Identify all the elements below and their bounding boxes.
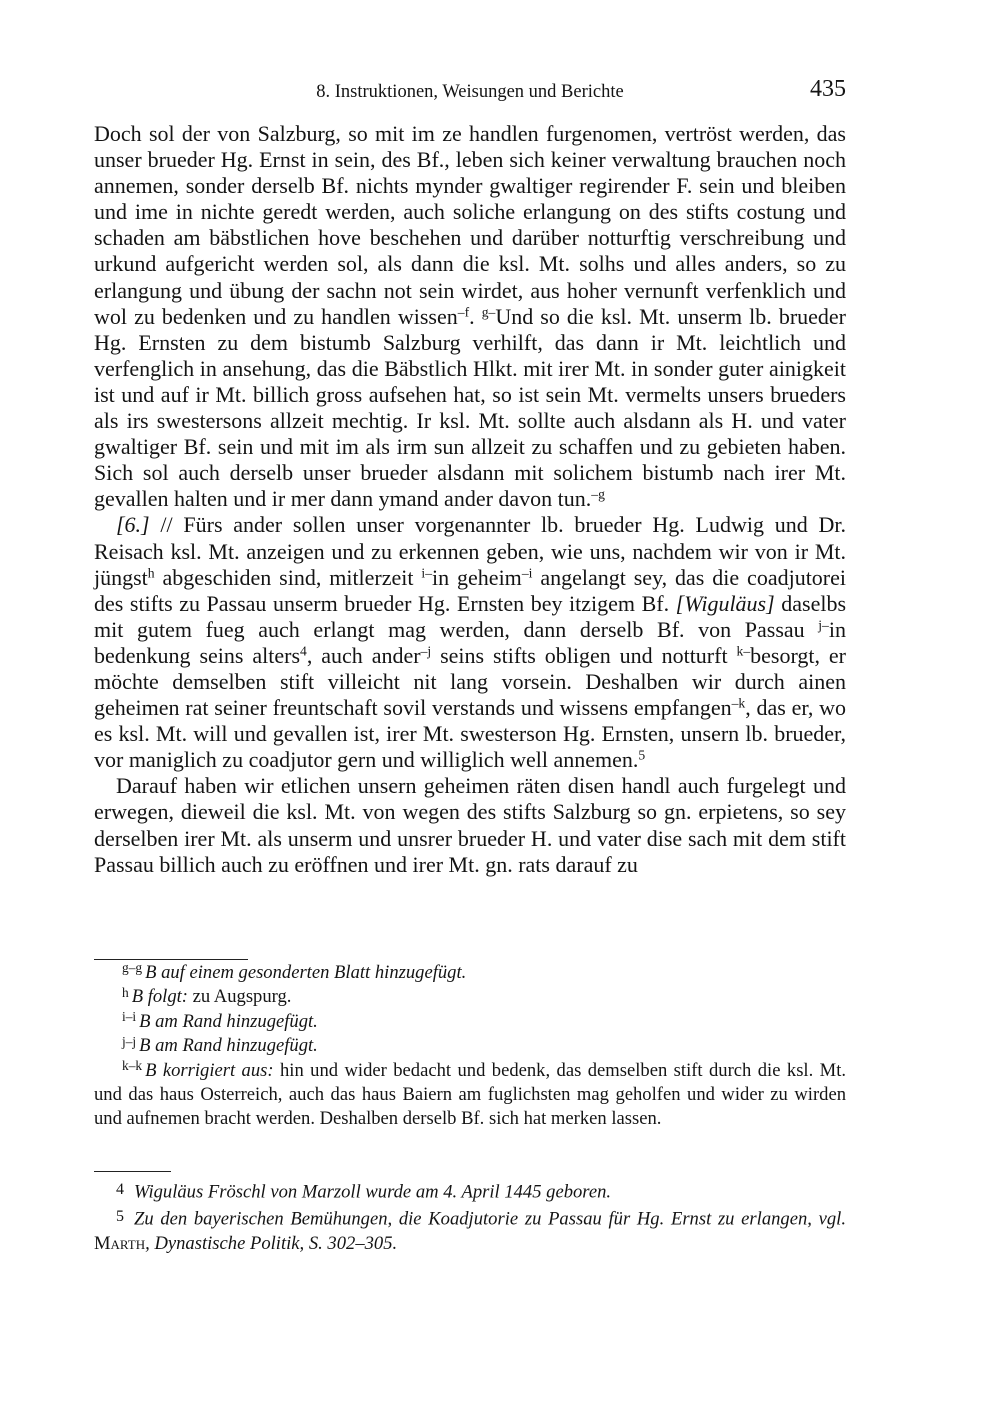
footnote-4: [94, 1178, 846, 1205]
apparatus-marker: –f: [457, 304, 470, 320]
note-italic: B am Rand hinzugefügt.: [139, 1035, 318, 1057]
text-run: angelangt sey, das die coadjutorei des stifts zu Passau unserm brueder Hg. Ernsten bey itzigem Bf.: [94, 564, 847, 616]
footnote-number: 4: [116, 1181, 124, 1198]
footnote-text: Wiguläus Fröschl von Marzoll wurde am 4. April 1445 geboren.: [134, 1181, 612, 1203]
note-mark: i–i: [122, 1009, 137, 1025]
footnotes: [94, 1178, 846, 1256]
apparatus-marker: –j: [420, 643, 432, 659]
footnote-number: 5: [116, 1207, 124, 1225]
text-run: , auch ander: [306, 642, 421, 668]
text-run: in geheim: [432, 564, 522, 590]
text-run: abgeschiden sind, mitlerzeit: [154, 564, 422, 590]
footnote-ref: 4: [300, 643, 307, 659]
footnote-rule: [94, 1171, 171, 1172]
page-header: [94, 76, 846, 110]
apparatus-marker: –i: [521, 565, 533, 581]
apparatus-marker: –g: [591, 486, 605, 502]
apparatus-marker: j–: [818, 617, 829, 633]
footnote-ref: 5: [638, 747, 646, 763]
paragraph-section-6: [94, 512, 846, 773]
text-run: .: [469, 303, 482, 329]
paragraph-darauf: Darauf haben wir etlichen unsern geheimen räten disen handl auch furgelegt und erwegen, dieweil die ksl. Mt. von wegen des stifts Salzburg so gn. erpietens, so sey derselben irer Mt. als unserm und unsrer brueder H. und vater dise sach mit dem stift Passau billich auch zu eröffnen und irer Mt. gn. rats darauf zu: [94, 773, 846, 877]
critical-apparatus: [94, 961, 846, 1132]
note-mark: h: [122, 984, 129, 1000]
note-italic: B am Rand hinzugefügt.: [139, 1010, 318, 1032]
running-title: 8. Instruktionen, Weisungen und Berichte: [316, 82, 624, 102]
text-run: in bedenkung seins alters: [94, 616, 846, 668]
note-italic: B korrigiert aus:: [145, 1059, 274, 1081]
page-number: 435: [810, 76, 846, 102]
apparatus-note-k: [94, 1059, 846, 1132]
apparatus-note-j: [94, 1034, 846, 1058]
note-mark: g–g: [122, 960, 143, 976]
text-run: Und so die ksl. Mt. unserm lb. brueder Hg. Ernsten zu dem bistumb Salzburg verhilft, das dann ir Mt. leichtlich und verfenglich in ansehung, das die Bäbstlich Hlkt. mit irer Mt. in sonder guter ainigkeit ist und auf ir Mt. billich gross aufsehen hat, so ist sein Mt. vermelts unsers brueders als irs swestersons allzeit mechtig. Ir ksl. Mt. sollte auch alsdann als H. und vater gwaltiger Bf. sein und mit im als irm sun allzeit zu schaffen und zu gebieten haben. Sich sol auch derselb unser brueder alsdann mit solichem bistumb nach irer Mt. gevallen halten und ir mer dann ymand ander davon tun.: [94, 303, 847, 512]
note-italic: B auf einem gesonderten Blatt hinzugefügt.: [145, 962, 467, 983]
apparatus-marker: k–: [736, 643, 751, 659]
apparatus-marker: –k: [731, 695, 746, 711]
note-mark: j–j: [122, 1033, 137, 1049]
footnote-author: Marth: [94, 1232, 146, 1254]
apparatus-marker: i–: [421, 565, 433, 581]
editorial-name: [Wiguläus]: [675, 590, 775, 616]
note-text: zu Augspurg.: [187, 986, 292, 1008]
text-run: // Fürs ander sollen unser vorgenannter lb. brueder Hg. Ludwig und Dr. Reisach ksl. Mt. anzeigen und zu erkennen geben, wie uns, nachdem wir von ir Mt. jüngst: [94, 512, 846, 590]
apparatus-rule: [94, 959, 248, 960]
text-run: , das er, wo es ksl. Mt. will und gevallen ist, irer Mt. swesterson Hg. Ernsten, unsern lb. brueder, vor maniglich zu coadjutor gern und williglich well annemen.: [94, 695, 846, 773]
note-text: hin und wider bedacht und bedenk, das demselben stift durch die ksl. Mt. und das haus Osterreich, auch das haus Baiern am fuglichsten mag geholfen und wider zu wirden und aufnemen bracht werden. Deshalben derselb Bf. sich hat merken lassen.: [94, 1059, 847, 1130]
text-run: Doch sol der von Salzburg, so mit im ze handlen furgenomen, vertröst werden, das unser brueder Hg. Ernst in sein, des Bf., leben sich keiner verwaltung brauchen noch annemen, sonder derselb Bf. nichts mynder gwaltiger regirender F. sein und bleiben und ime in nichte geredt werden, auch soliche erlangung on des stifts costung und schaden am bäbstlichen hove beschehen und darüber notturftig verschreibung und urkund aufgericht werden sol, als dann die ksl. Mt. solhs und alles anders, so zu erlangung und übung der sachn not sein wirdet, aus hoher vernunft verfenklich und wol zu bedenken und zu handlen wissen: [94, 121, 846, 329]
text-run: besorgt, er möchte demselben stift villeicht nit lang vorsein. Deshalben wir durch ainen geheimen rat seiner freuntschaft sovil verstands und wissens empfangen: [94, 642, 847, 721]
apparatus-note-h: [94, 985, 846, 1009]
footnote-text: Zu den bayerischen Bemühungen, die Koadjutorie zu Passau für Hg. Ernst zu erlangen, vgl.: [134, 1208, 846, 1230]
apparatus-marker: g–: [481, 304, 496, 320]
text-run: daselbs mit gutem fueg auch erlangt mag werden, dann derselb Bf. von Passau: [94, 590, 847, 642]
note-italic: B folgt:: [131, 986, 188, 1008]
footnote-5: [94, 1205, 846, 1256]
section-number: [6.]: [116, 512, 150, 538]
text-run: seins stifts obligen und notturft: [431, 642, 737, 668]
paragraph-continuation: [94, 121, 846, 512]
apparatus-marker: h: [147, 565, 155, 581]
main-text: [94, 121, 846, 878]
note-mark: k–k: [122, 1058, 143, 1074]
apparatus-note-i: [94, 1010, 846, 1034]
apparatus-note-g: [94, 961, 846, 985]
footnote-text: , Dynastische Politik, S. 302–305.: [145, 1232, 398, 1254]
